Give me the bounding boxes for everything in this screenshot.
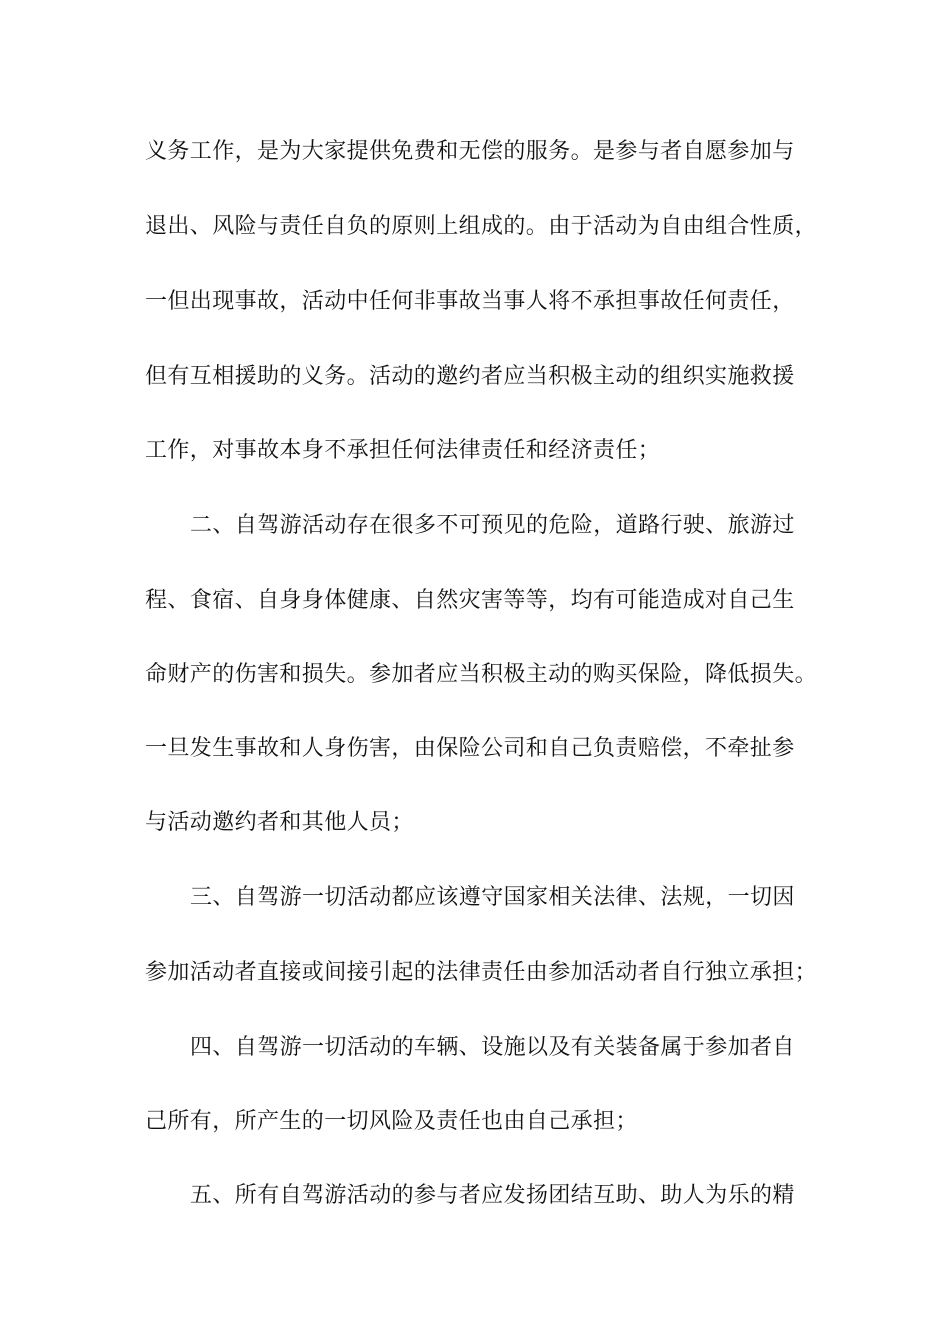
paragraph-line: 工作，对事故本身不承担任何法律责任和经济责任； — [145, 438, 661, 463]
paragraph-line: 退出、风险与责任自负的原则上组成的。由于活动为自由组合性质， — [145, 214, 818, 239]
paragraph-line: 义务工作，是为大家提供免费和无偿的服务。是参与者自愿参加与 — [145, 139, 795, 164]
paragraph-line: 己所有，所产生的一切风险及责任也由自己承担； — [145, 1109, 638, 1134]
paragraph-line: 程、食宿、自身身体健康、自然灾害等等，均有可能造成对自己生 — [145, 588, 795, 613]
paragraph-line: 与活动邀约者和其他人员； — [145, 810, 414, 835]
paragraph-line: 四、自驾游一切活动的车辆、设施以及有关装备属于参加者自 — [190, 1035, 795, 1060]
paragraph-line: 一旦发生事故和人身伤害，由保险公司和自己负责赔偿，不牵扯参 — [145, 736, 795, 761]
paragraph-line: 三、自驾游一切活动都应该遵守国家相关法律、法规，一切因 — [190, 885, 795, 910]
paragraph-line: 二、自驾游活动存在很多不可预见的危险，道路行驶、旅游过 — [190, 513, 795, 538]
paragraph-line: 命财产的伤害和损失。参加者应当积极主动的购买保险，降低损失。 — [145, 662, 818, 687]
paragraph-line: 参加活动者直接或间接引起的法律责任由参加活动者自行独立承担； — [145, 960, 818, 985]
paragraph-line: 五、所有自驾游活动的参与者应发扬团结互助、助人为乐的精 — [190, 1183, 795, 1208]
paragraph-line: 一但出现事故，活动中任何非事故当事人将不承担事故任何责任， — [145, 289, 795, 314]
paragraph-line: 但有互相援助的义务。活动的邀约者应当积极主动的组织实施救援 — [145, 364, 795, 389]
